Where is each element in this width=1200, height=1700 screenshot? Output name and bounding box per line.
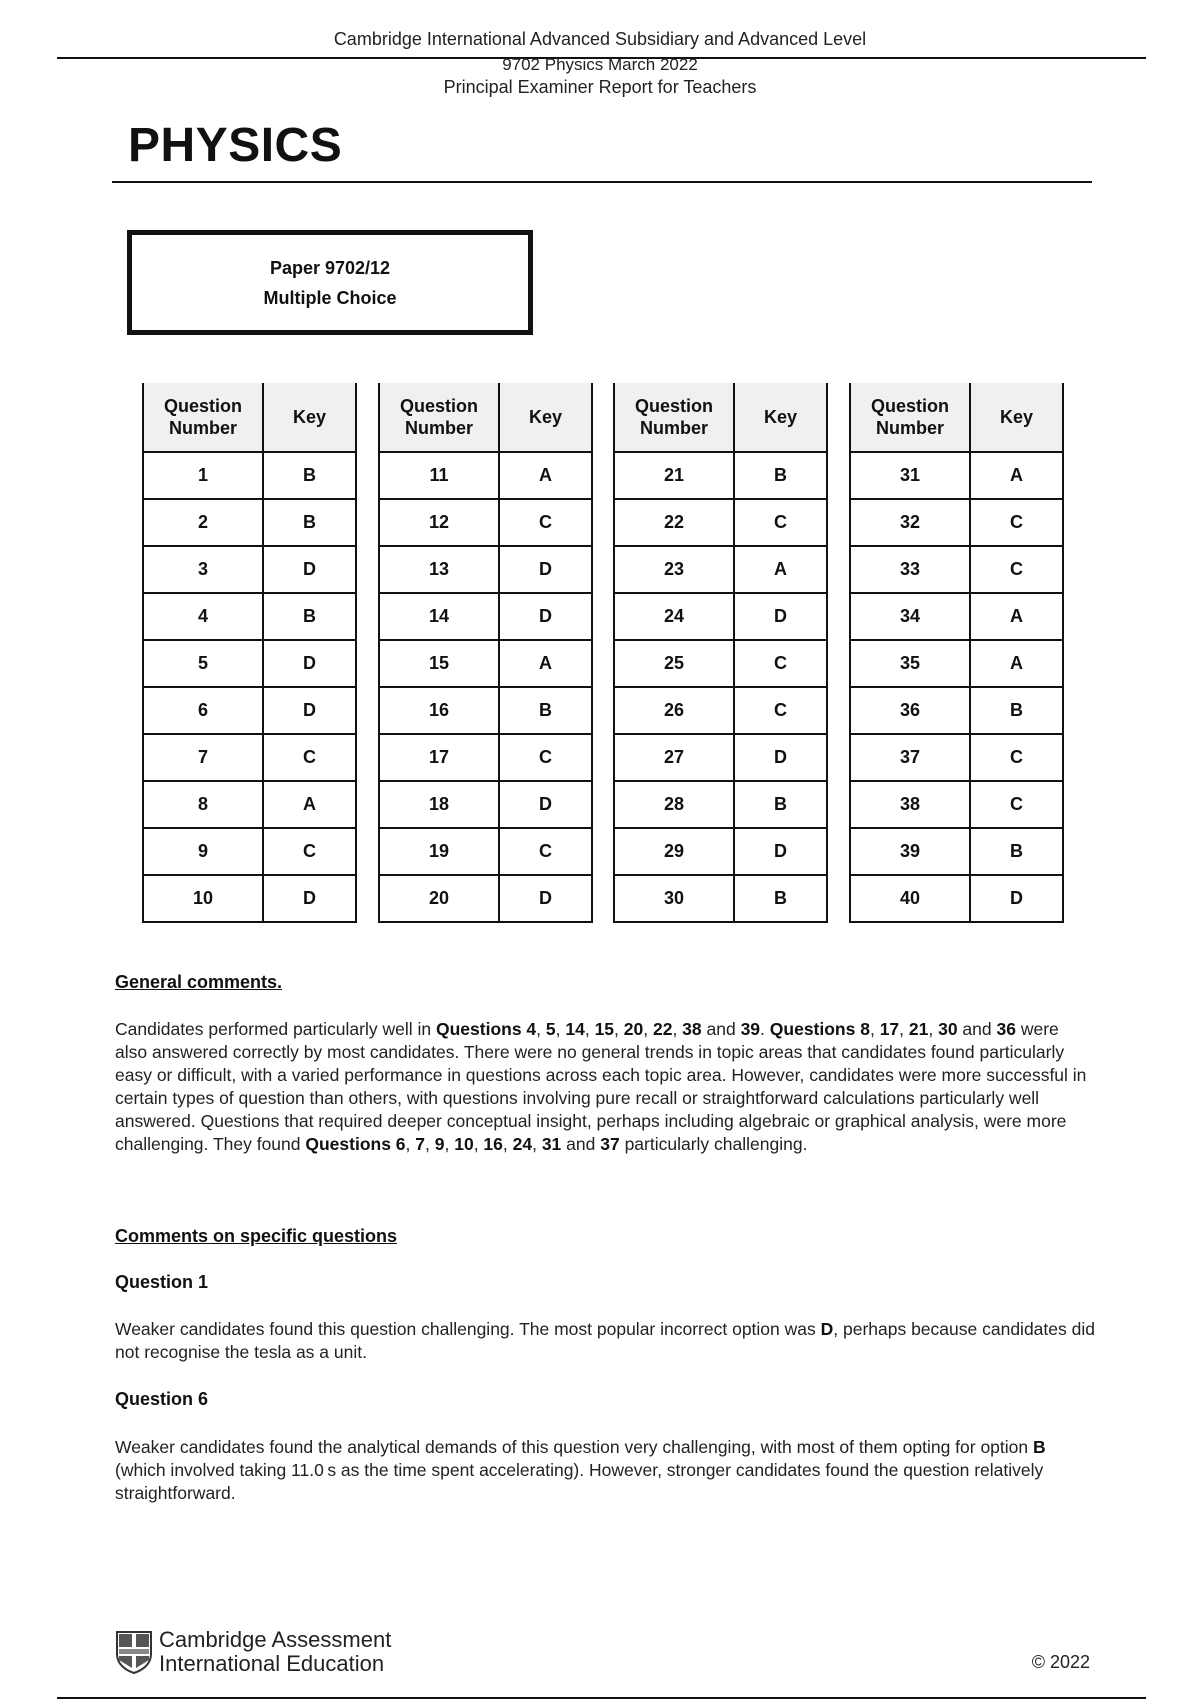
question-number: 32 (850, 499, 970, 546)
table-row (379, 499, 592, 546)
question-number: 39 (850, 828, 970, 875)
bold-text-run: 10 (454, 1134, 474, 1154)
text-run: Weaker candidates found this question challenging. The most popular incorrect option was (115, 1319, 821, 1339)
bold-text-run: 20 (623, 1019, 644, 1039)
text-run: , (405, 1134, 416, 1154)
question-number: 26 (614, 687, 734, 734)
table-row (379, 687, 592, 734)
question-number: 10 (143, 875, 263, 922)
text-run: and (561, 1134, 601, 1154)
text-run: . (760, 1019, 770, 1039)
question-number: 22 (614, 499, 734, 546)
question-number: 5 (143, 640, 263, 687)
text-run: , perhaps because candidates did not recognise the tesla as a unit. (115, 1319, 1095, 1362)
question-6-comment (115, 1436, 1095, 1505)
question-number: 12 (379, 499, 499, 546)
bold-text-run: 5 (545, 1019, 556, 1039)
question-number: 38 (850, 781, 970, 828)
table-row (614, 781, 827, 828)
table-row (143, 546, 356, 593)
bold-text-run: 17 (879, 1019, 900, 1039)
question-number: 34 (850, 593, 970, 640)
bold-text-run: 30 (938, 1019, 958, 1039)
question-number: 6 (143, 687, 263, 734)
answer-key: D (263, 640, 356, 687)
paper-code: Paper 9702/12 (269, 258, 391, 278)
table-row (614, 875, 827, 922)
text-run: , (502, 1134, 513, 1154)
answer-key: D (734, 828, 827, 875)
table-row (379, 734, 592, 781)
answer-key-table (849, 383, 1064, 923)
answer-key: D (499, 546, 592, 593)
table-row (143, 828, 356, 875)
table-row (850, 687, 1063, 734)
question-number: 31 (850, 452, 970, 499)
page-title: PHYSICS (128, 119, 343, 172)
table-row (850, 781, 1063, 828)
question-number: 25 (614, 640, 734, 687)
text-run: , (532, 1134, 542, 1154)
answer-key: B (970, 687, 1063, 734)
table-row (143, 781, 356, 828)
answer-key: D (263, 546, 356, 593)
answer-key: D (734, 593, 827, 640)
question-number: 36 (850, 687, 970, 734)
table-row (850, 452, 1063, 499)
text-run: and (957, 1019, 997, 1039)
answer-key-table (378, 383, 593, 923)
question-number: 35 (850, 640, 970, 687)
answer-key: B (263, 499, 356, 546)
cambridge-shield-icon (115, 1630, 153, 1674)
text-run: , (643, 1019, 653, 1039)
answer-key: A (970, 593, 1063, 640)
bold-text-run: D (820, 1319, 834, 1339)
answer-key: B (734, 875, 827, 922)
bold-text-run: 38 (682, 1019, 702, 1039)
answer-key: C (734, 499, 827, 546)
question-1-heading: Question 1 (115, 1272, 209, 1292)
text-run: , (425, 1134, 435, 1154)
general-comments-heading: General comments. (115, 972, 283, 992)
question-number: 4 (143, 593, 263, 640)
table-row (850, 734, 1063, 781)
question-number: 17 (379, 734, 499, 781)
bold-text-run: 21 (908, 1019, 929, 1039)
text-run: , (928, 1019, 939, 1039)
bold-text-run: 7 (415, 1134, 426, 1154)
bold-text-run: 37 (600, 1134, 620, 1154)
answer-key: A (499, 452, 592, 499)
bold-text-run: Questions 8 (769, 1019, 870, 1039)
table-row (614, 499, 827, 546)
bold-text-run: 39 (740, 1019, 761, 1039)
table-row (850, 593, 1063, 640)
title-rule (112, 181, 1092, 183)
answer-key: C (263, 734, 356, 781)
text-run: Weaker candidates found the analytical demands of this question very challenging, with most of them opting for option (115, 1437, 1033, 1457)
question-number-header: Question Number (379, 383, 499, 452)
answer-key: B (263, 593, 356, 640)
text-run: Candidates performed particularly well in (115, 1019, 436, 1039)
specific-comments-heading: Comments on specific questions (115, 1226, 398, 1246)
answer-key: D (263, 687, 356, 734)
question-number: 21 (614, 452, 734, 499)
question-number: 11 (379, 452, 499, 499)
table-row (614, 734, 827, 781)
question-number: 8 (143, 781, 263, 828)
answer-key: D (734, 734, 827, 781)
bold-text-run: 14 (565, 1019, 585, 1039)
question-number: 37 (850, 734, 970, 781)
question-number: 18 (379, 781, 499, 828)
answer-key: B (734, 781, 827, 828)
bold-text-run: 36 (996, 1019, 1016, 1039)
answer-key: D (499, 875, 592, 922)
text-run: , (899, 1019, 909, 1039)
question-number: 24 (614, 593, 734, 640)
paper-type: Multiple Choice (263, 288, 397, 308)
text-run: and (701, 1019, 741, 1039)
table-row (850, 640, 1063, 687)
answer-key: B (499, 687, 592, 734)
table-row (379, 546, 592, 593)
paper-box (127, 230, 533, 335)
table-row (379, 875, 592, 922)
answer-key: A (263, 781, 356, 828)
header-line-3: Principal Examiner Report for Teachers (443, 77, 757, 97)
bold-text-run: 9 (434, 1134, 445, 1154)
answer-key: C (970, 781, 1063, 828)
question-number: 16 (379, 687, 499, 734)
table-row (614, 593, 827, 640)
text-run: , (869, 1019, 880, 1039)
bold-text-run: 15 (594, 1019, 615, 1039)
question-number: 23 (614, 546, 734, 593)
question-number: 2 (143, 499, 263, 546)
table-row (850, 828, 1063, 875)
question-number: 3 (143, 546, 263, 593)
table-header-row (614, 383, 827, 452)
answer-key: B (970, 828, 1063, 875)
question-number: 20 (379, 875, 499, 922)
question-1-comment (115, 1318, 1095, 1364)
text-run: , (473, 1134, 484, 1154)
answer-key: D (970, 875, 1063, 922)
table-row (379, 781, 592, 828)
table-row (143, 593, 356, 640)
question-number: 27 (614, 734, 734, 781)
question-number: 9 (143, 828, 263, 875)
table-row (143, 687, 356, 734)
copyright: © 2022 (1031, 1652, 1090, 1672)
text-run: , (614, 1019, 624, 1039)
answer-key: C (499, 828, 592, 875)
bold-text-run: Questions 4 (435, 1019, 537, 1039)
bold-text-run: Questions 6 (305, 1134, 406, 1154)
question-number-header: Question Number (143, 383, 263, 452)
table-row (614, 452, 827, 499)
text-run: particularly challenging. (619, 1134, 808, 1154)
question-number: 1 (143, 452, 263, 499)
answer-key: A (499, 640, 592, 687)
logo-line-2: International Education (159, 1651, 385, 1676)
key-header: Key (499, 383, 592, 452)
question-number: 14 (379, 593, 499, 640)
text-run: were also answered correctly by most candidates. There were no general trends in topic areas that candidates found particularly easy or difficult, with a varied performance in questions across each topic area. However, candidates were more successful in certain types of question than others, with questions involving pure recall or straightforward calculations particularly well answered. Questions that required deeper conceptual insight, perhaps including algebraic or graphical analysis, were more challenging. They found (115, 1019, 1087, 1154)
answer-key: C (734, 640, 827, 687)
text-run: , (536, 1019, 546, 1039)
header-line-1: Cambridge International Advanced Subsidiary and Advanced Level (333, 29, 867, 49)
header-line-2: 9702 Physics March 2022 (502, 55, 698, 74)
table-header-row (379, 383, 592, 452)
table-row (143, 875, 356, 922)
table-row (379, 593, 592, 640)
answer-key: D (499, 781, 592, 828)
key-header: Key (263, 383, 356, 452)
footer-rule (57, 1697, 1146, 1699)
table-row (614, 687, 827, 734)
table-row (379, 452, 592, 499)
question-number: 40 (850, 875, 970, 922)
answer-key: C (263, 828, 356, 875)
table-row (379, 828, 592, 875)
table-row (614, 546, 827, 593)
answer-key: A (970, 640, 1063, 687)
general-comments-text (115, 1018, 1095, 1156)
answer-key: A (970, 452, 1063, 499)
cambridge-logo (115, 1628, 391, 1676)
table-row (850, 546, 1063, 593)
bold-text-run: 16 (483, 1134, 503, 1154)
question-number: 19 (379, 828, 499, 875)
table-header-row (850, 383, 1063, 452)
bold-text-run: 22 (652, 1019, 673, 1039)
logo-line-1: Cambridge Assessment (159, 1627, 392, 1652)
text-run: , (555, 1019, 566, 1039)
table-row (143, 452, 356, 499)
key-header: Key (970, 383, 1063, 452)
answer-key-table (613, 383, 828, 923)
table-row (143, 734, 356, 781)
text-run: , (584, 1019, 595, 1039)
table-row (850, 499, 1063, 546)
text-run: , (444, 1134, 455, 1154)
key-header: Key (734, 383, 827, 452)
answer-key: C (970, 734, 1063, 781)
answer-key: A (734, 546, 827, 593)
table-header-row (143, 383, 356, 452)
answer-key: D (499, 593, 592, 640)
answer-key: B (263, 452, 356, 499)
answer-key: C (734, 687, 827, 734)
answer-key: D (263, 875, 356, 922)
text-run: (which involved taking 11.0 s as the time spent accelerating). However, stronger candidates found the question relatively straightforward. (115, 1460, 1044, 1503)
question-6-heading: Question 6 (115, 1389, 209, 1409)
bold-text-run: B (1033, 1437, 1046, 1457)
question-number: 28 (614, 781, 734, 828)
bold-text-run: 31 (541, 1134, 562, 1154)
question-number-header: Question Number (850, 383, 970, 452)
text-run: , (672, 1019, 683, 1039)
answer-key: C (499, 499, 592, 546)
table-row (379, 640, 592, 687)
question-number: 15 (379, 640, 499, 687)
question-number: 7 (143, 734, 263, 781)
answer-key: C (970, 499, 1063, 546)
question-number: 30 (614, 875, 734, 922)
table-row (143, 640, 356, 687)
table-row (143, 499, 356, 546)
answer-key: C (970, 546, 1063, 593)
answer-key: C (499, 734, 592, 781)
question-number: 29 (614, 828, 734, 875)
answer-key-table (142, 383, 357, 923)
question-number-header: Question Number (614, 383, 734, 452)
bold-text-run: 24 (512, 1134, 533, 1154)
question-number: 33 (850, 546, 970, 593)
answer-key: B (734, 452, 827, 499)
question-number: 13 (379, 546, 499, 593)
table-row (614, 828, 827, 875)
table-row (614, 640, 827, 687)
table-row (850, 875, 1063, 922)
